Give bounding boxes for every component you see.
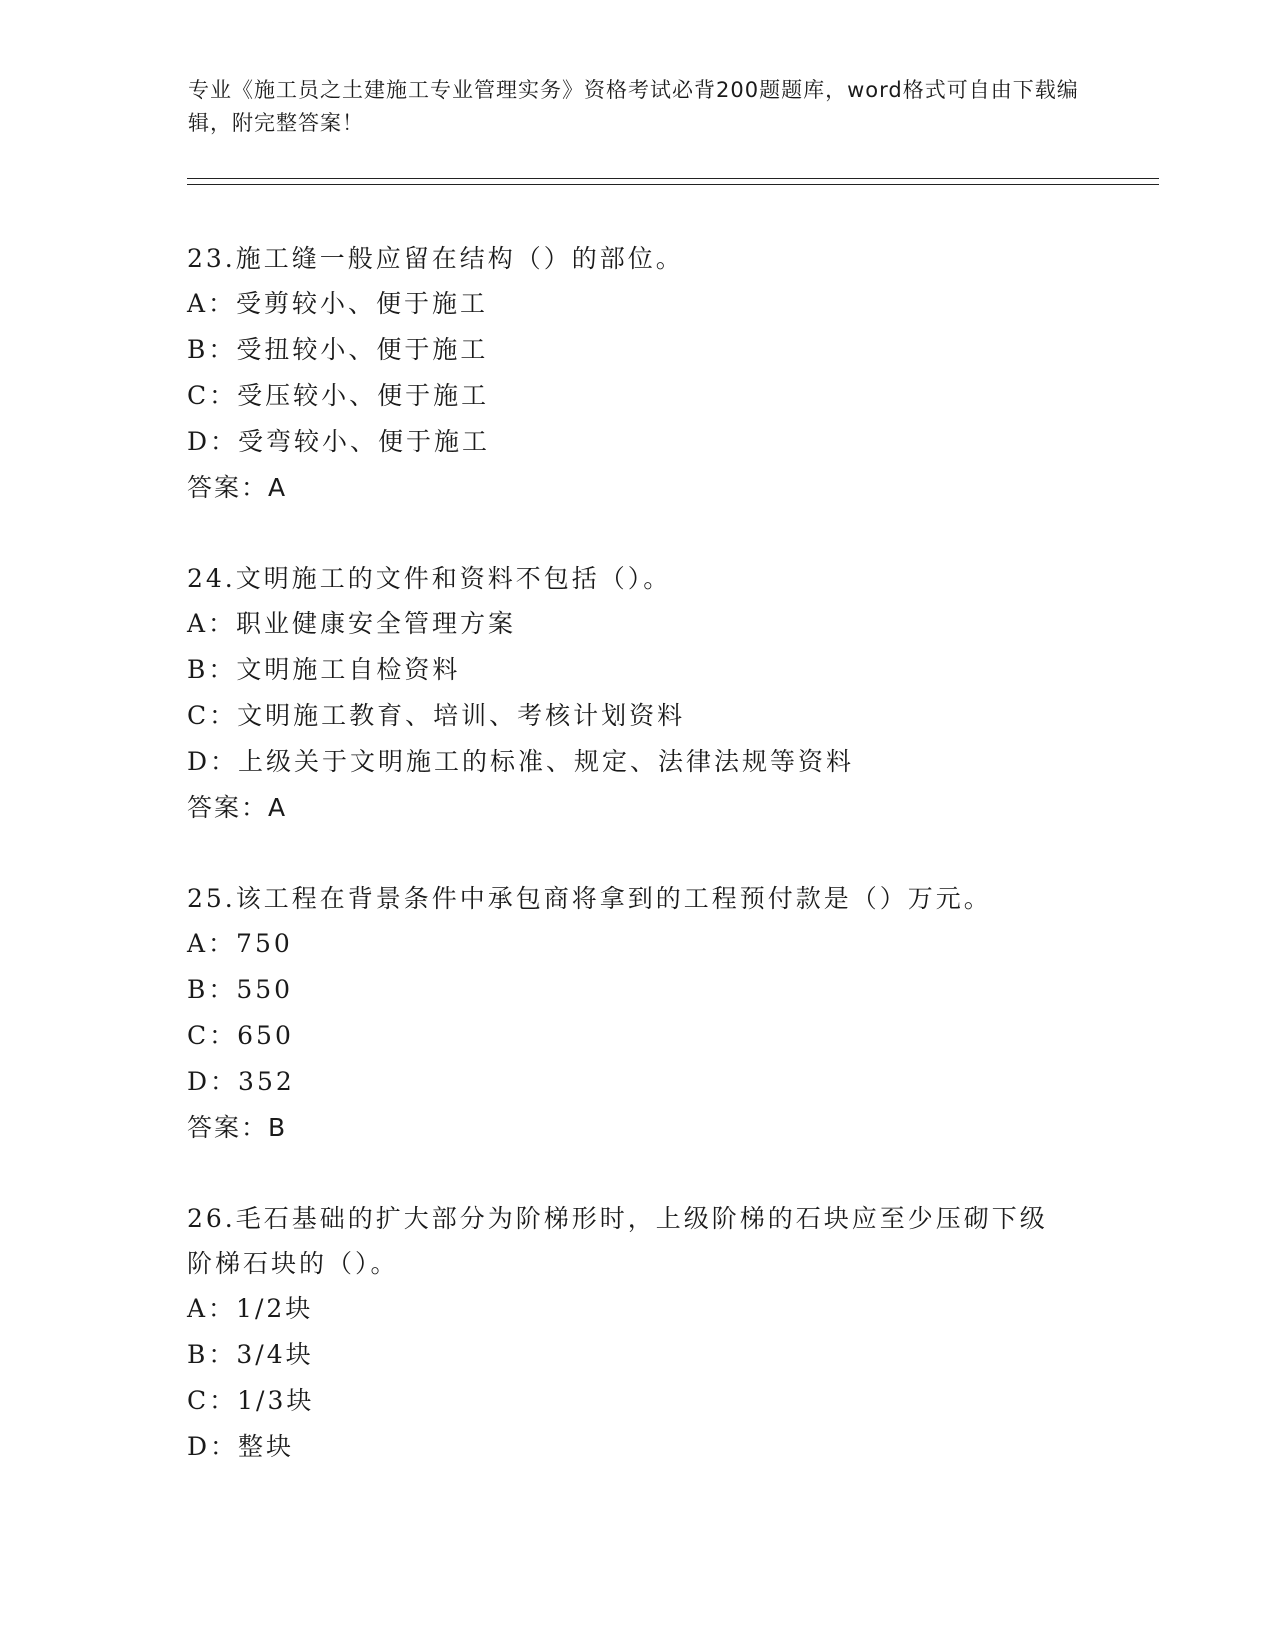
question-stem: 23.施工缝一般应留在结构（）的部位。 — [187, 244, 684, 273]
header-rule-bottom — [187, 184, 1159, 185]
header-rule-top — [187, 178, 1159, 179]
answer-line: 答案：B — [187, 1113, 288, 1142]
question-23 — [187, 236, 1107, 511]
question-26 — [187, 1196, 1107, 1470]
option-c: C：1/3块 — [187, 1386, 315, 1415]
option-b: B：3/4块 — [187, 1340, 314, 1369]
question-24 — [187, 556, 1107, 831]
option-d: D：上级关于文明施工的标准、规定、法律法规等资料 — [187, 747, 855, 776]
question-stem: 26.毛石基础的扩大部分为阶梯形时，上级阶梯的石块应至少压砌下级阶梯石块的（）。 — [187, 1204, 1048, 1278]
question-list — [187, 236, 1107, 1515]
option-b: B：受扭较小、便于施工 — [187, 335, 489, 364]
answer-line: 答案：A — [187, 473, 288, 502]
header-title: 专业《施工员之土建施工专业管理实务》资格考试必背200题题库，word格式可自由下载编辑，附完整答案！ — [188, 78, 1079, 135]
option-c: C：650 — [187, 1021, 294, 1050]
option-a: A：受剪较小、便于施工 — [187, 289, 489, 318]
question-25 — [187, 876, 1107, 1151]
option-a: A：职业健康安全管理方案 — [187, 609, 517, 638]
document-header — [188, 74, 1088, 140]
answer-line: 答案：A — [187, 793, 288, 822]
option-c: C：受压较小、便于施工 — [187, 381, 490, 410]
question-stem: 25.该工程在背景条件中承包商将拿到的工程预付款是（）万元。 — [187, 884, 992, 913]
option-c: C：文明施工教育、培训、考核计划资料 — [187, 701, 686, 730]
option-b: B：550 — [187, 975, 294, 1004]
option-d: D：受弯较小、便于施工 — [187, 427, 491, 456]
option-a: A：750 — [187, 929, 293, 958]
option-d: D：352 — [187, 1067, 295, 1096]
option-a: A：1/2块 — [187, 1294, 314, 1323]
option-b: B：文明施工自检资料 — [187, 655, 461, 684]
option-d: D：整块 — [187, 1432, 295, 1461]
question-stem: 24.文明施工的文件和资料不包括（）。 — [187, 564, 672, 593]
